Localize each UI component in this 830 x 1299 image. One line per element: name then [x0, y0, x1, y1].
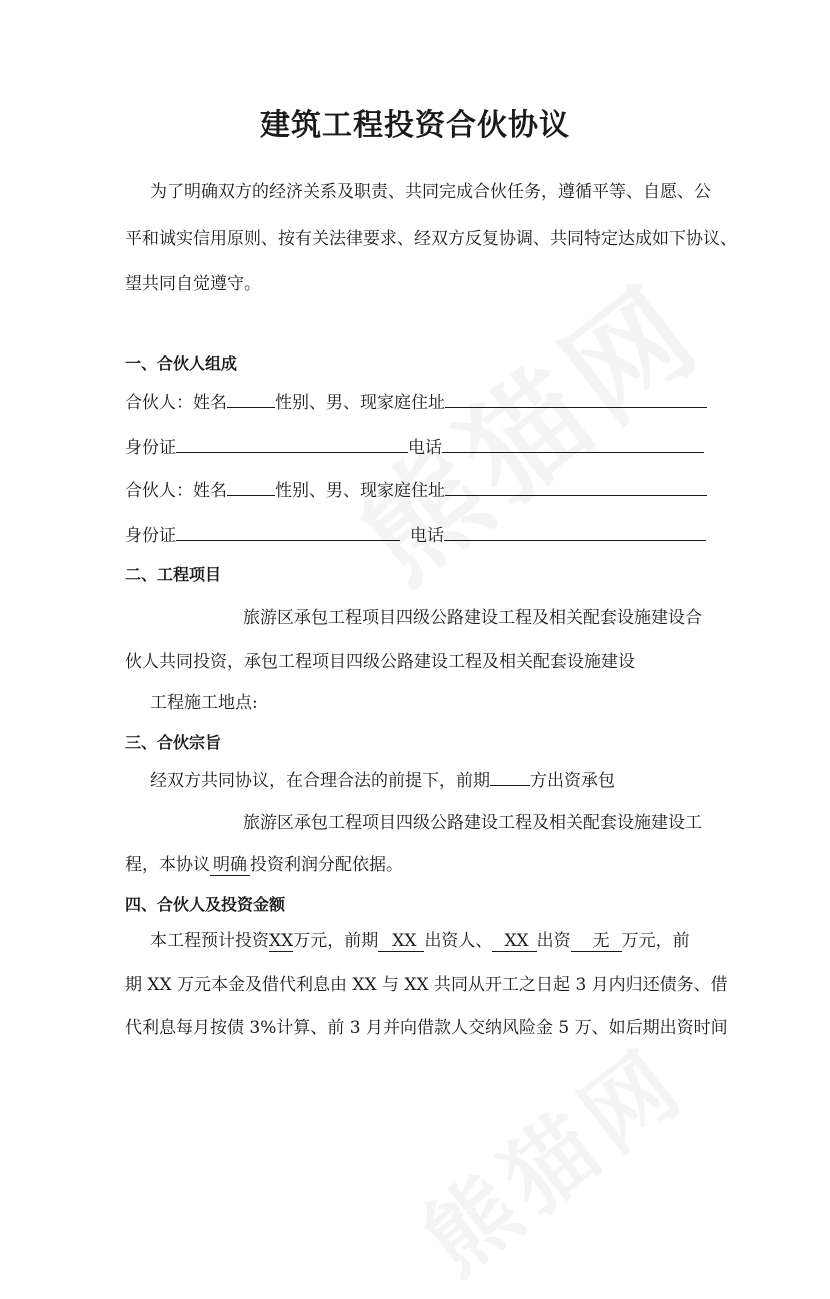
section-3-text: 方出资承包 [530, 771, 615, 791]
partner-address-blank [445, 477, 707, 496]
section-3-line-2: 旅游区承包工程项目四级公路建设工程及相关配套设施建设工 [243, 813, 702, 833]
watermark [318, 238, 731, 614]
section-1-heading: 一、合伙人组成 [125, 354, 238, 373]
partner-1-row [125, 389, 707, 415]
site-label: 工程施工地点: [150, 693, 258, 713]
partner-1-id-row [125, 434, 704, 460]
phone-blank [442, 434, 704, 453]
section-2-line-1: 旅游区承包工程项目四级公路建设工程及相关配套设施建设合 [243, 608, 702, 628]
section-4-line-2: 期 XX 万元本金及借代利息由 XX 与 XX 共同从开工之日起 3 月内归还债务、借 [125, 975, 728, 995]
section-4-text: 万元，前 [621, 931, 690, 951]
phone-label: 电话 [408, 438, 442, 458]
id-blank [176, 522, 400, 541]
section-4-text: 出资人、 [424, 931, 493, 951]
party-blank [490, 767, 530, 786]
section-2-heading: 二、工程项目 [125, 565, 222, 584]
partner-name-label: 合伙人：姓名 [125, 393, 227, 413]
section-4-line-1 [150, 929, 690, 953]
intro-line-1: 为了明确双方的经济关系及职责、共同完成合伙任务，遵循平等、自愿、公 [150, 182, 711, 202]
partner-name-blank [227, 389, 275, 408]
id-label: 身份证 [125, 526, 176, 546]
partner-address-blank [445, 389, 707, 408]
partner-gender-label: 性别、男、现家庭住址 [275, 481, 445, 501]
section-4-text: 本工程预计投资 [150, 931, 269, 951]
id-blank [176, 434, 408, 453]
investor-field: XX [378, 931, 424, 952]
partner-name-blank [227, 477, 275, 496]
partner-2-row [125, 477, 707, 503]
section-3-text: 投资利润分配依据。 [250, 855, 403, 875]
section-3-text: 经双方共同协议，在合理合法的前提下，前期 [150, 771, 490, 791]
section-2-line-2: 伙人共同投资，承包工程项目四级公路建设工程及相关配套设施建设 [125, 652, 635, 672]
partner-name-label: 合伙人：姓名 [125, 481, 227, 501]
section-4-text: 出资 [536, 931, 571, 951]
section-4-text: 万元，前期 [293, 931, 379, 951]
document-title: 建筑工程投资合伙协议 [260, 108, 570, 143]
investor-field: XX [492, 931, 536, 952]
partner-2-id-row [125, 522, 706, 548]
phone-blank [444, 522, 706, 541]
section-3-line-1 [150, 767, 615, 793]
phone-label: 电话 [410, 526, 444, 546]
amount-none-field: 无 [571, 931, 622, 952]
section-4-line-3: 代利息每月按债 3%计算、前 3 月并向借款人交纳风险金 5 万、如后期出资时间 [125, 1018, 728, 1038]
section-3-line-3 [125, 853, 403, 877]
intro-line-3: 望共同自觉遵守。 [125, 274, 261, 294]
section-3-heading: 三、合伙宗旨 [125, 733, 222, 752]
section-3-text: 程，本协议 [125, 855, 210, 875]
amount-field: XX [269, 931, 294, 951]
id-label: 身份证 [125, 438, 176, 458]
partner-gender-label: 性别、男、现家庭住址 [275, 393, 445, 413]
section-4-heading: 四、合伙人及投资金额 [125, 895, 286, 914]
intro-line-2: 平和诚实信用原则、按有关法律要求、经双方反复协调、共同特定达成如下协议、 [125, 229, 737, 249]
underlined-term: 明确 [210, 855, 250, 876]
watermark-bottom [392, 1011, 708, 1298]
